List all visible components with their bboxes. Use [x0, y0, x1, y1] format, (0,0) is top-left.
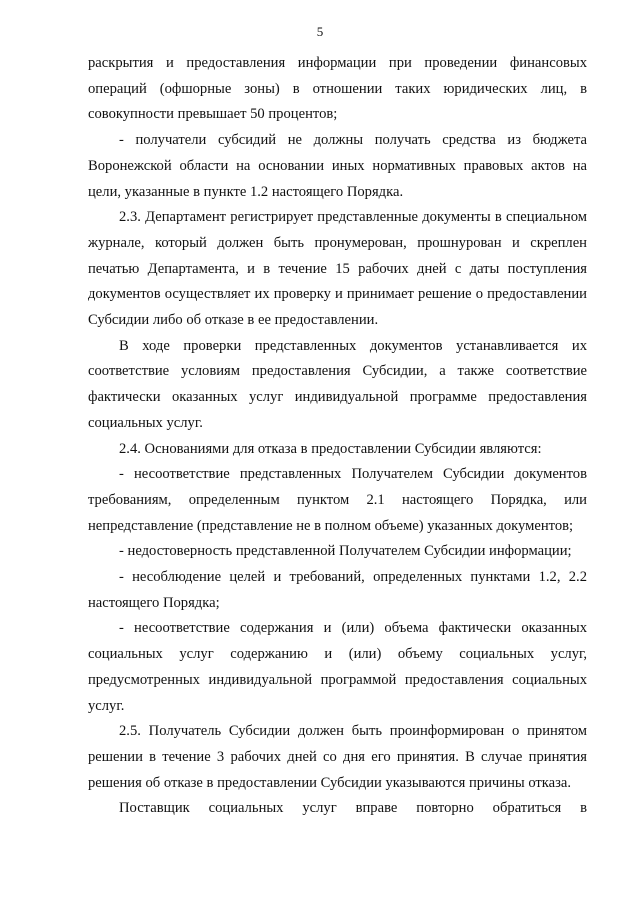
- page-number: 5: [316, 24, 324, 39]
- paragraph-budget-restriction: - получатели субсидий не должны получать средства из бюджета Воронежской области на основании иных нормативных правовых актов на цели, указанные в пункте 1.2 настоящего Порядка.: [88, 132, 587, 200]
- document-body: [88, 51, 587, 822]
- paragraph-verification: В ходе проверки представленных документов устанавливается их соответствие условиям предоставления Субсидии, а также соответствие фактически оказанных услуг индивидуальной программе предоставления социальных услуг.: [88, 337, 587, 431]
- paragraph-supplier-reapply: Поставщик социальных услуг вправе повторно обратиться в: [119, 800, 587, 817]
- paragraph-offshore-disclosure: раскрытия и предоставления информации при проведении финансовых операций (офшорные зоны) в отношении таких юридических лиц, в совокупности превышает 50 процентов;: [88, 55, 587, 123]
- paragraph-2-5-notification: 2.5. Получатель Субсидии должен быть проинформирован о принятом решении в течение 3 рабочих дней со дня его принятия. В случае принятия решения об отказе в предоставлении Субсидии указываются причины отказа.: [88, 723, 587, 791]
- paragraph-documents-mismatch: - несоответствие представленных Получателем Субсидии документов требованиям, определенным пунктом 2.1 настоящего Порядка, или непредставление (представление не в полном объеме) указанных документов;: [88, 466, 587, 534]
- paragraph-services-mismatch: - несоответствие содержания и (или) объема фактически оказанных социальных услуг содержанию и (или) объему социальных услуг, предусмотренных индивидуальной программой предоставления социальных услуг.: [88, 620, 587, 714]
- paragraph-2-4-refusal-grounds: 2.4. Основаниями для отказа в предоставлении Субсидии являются:: [119, 440, 542, 457]
- paragraph-2-3-registration: 2.3. Департамент регистрирует представленные документы в специальном журнале, который должен быть пронумерован, прошнурован и скреплен печатью Департамента, и в течение 15 рабочих дней с даты поступления документов осуществляет их проверку и принимает решение о предоставлении Субсидии либо об отказе в ее предоставлении.: [88, 209, 587, 329]
- paragraph-false-information: - недостоверность представленной Получателем Субсидии информации;: [119, 543, 572, 560]
- paragraph-goals-noncompliance: - несоблюдение целей и требований, определенных пунктами 1.2, 2.2 настоящего Порядка;: [88, 569, 587, 611]
